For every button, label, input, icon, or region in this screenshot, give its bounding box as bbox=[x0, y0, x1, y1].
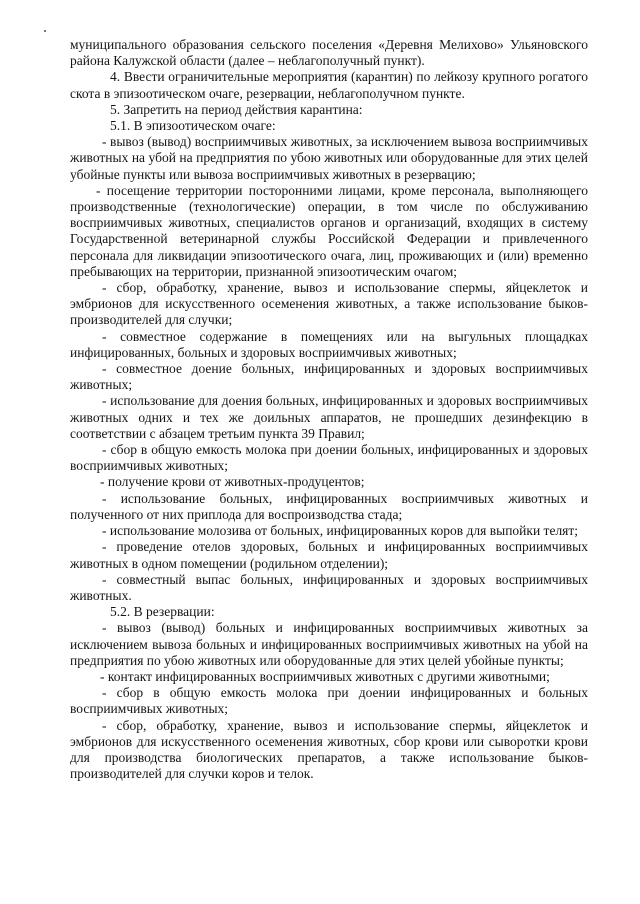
paragraph: - сбор в общую емкость молока при доении больных, инфицированных и здоровых восприимчивых животных; bbox=[70, 442, 588, 474]
paragraph: - совместный выпас больных, инфицированных и здоровых восприимчивых животных. bbox=[70, 571, 588, 603]
paragraph: - вывоз (вывод) восприимчивых животных, за исключением вывоза восприимчивых животных на убой на предприятия по убою животных или оборудованные для этих целей убойные пункты или вывоза восприимчивых животных в резервацию; bbox=[70, 134, 588, 182]
paragraph: - совместное доение больных, инфицированных и здоровых восприимчивых животных; bbox=[70, 361, 588, 393]
paragraph: - сбор, обработку, хранение, вывоз и использование спермы, яйцеклеток и эмбрионов для искусственного осеменения животных, сбор крови или сыворотки крови для производства биологических препаратов, а также использование быков-производителей для случки коров и телок. bbox=[70, 717, 588, 782]
paragraph: 5.2. В резервации: bbox=[110, 604, 215, 620]
paragraph: - проведение отелов здоровых, больных и инфицированных восприимчивых животных в одном помещении (родильном отделении); bbox=[70, 539, 588, 571]
scan-artifact-dot bbox=[44, 30, 46, 32]
paragraph: - вывоз (вывод) больных и инфицированных восприимчивых животных за исключением вывоза больных и инфицированных восприимчивых животных на убой на предприятия по убою животных или оборудованные для этих целей убойные пункты; bbox=[70, 620, 588, 668]
paragraph: - использование больных, инфицированных восприимчивых животных и полученного от них приплода для воспроизводства стада; bbox=[70, 490, 588, 522]
document-body bbox=[70, 37, 588, 782]
paragraph: - использование молозива от больных, инфицированных коров для выпойки телят; bbox=[102, 523, 579, 539]
paragraph: - посещение территории посторонними лицами, кроме персонала, выполняющего производственные (технологические) операции, в том числе по обслуживанию восприимчивых животных, специалистов органов и организаций, входящих в систему Государственной ветеринарной службы Российской Федерации и привлеченного персонала для ликвидации эпизоотического очага, лиц, проживающих и (или) временно пребывающих на территории, признанной эпизоотическим очагом; bbox=[70, 182, 588, 279]
paragraph: - получение крови от животных-продуцентов; bbox=[100, 474, 365, 490]
paragraph: 4. Ввести ограничительные мероприятия (карантин) по лейкозу крупного рогатого скота в эпизоотическом очаге, резервации, неблагополучном пункте. bbox=[70, 69, 588, 101]
paragraph: 5.1. В эпизоотическом очаге: bbox=[110, 118, 276, 134]
paragraph: - сбор, обработку, хранение, вывоз и использование спермы, яйцеклеток и эмбрионов для искусственного осеменения животных, а также использование быков-производителей для случки; bbox=[70, 280, 588, 328]
paragraph: - совместное содержание в помещениях или на выгульных площадках инфицированных, больных и здоровых восприимчивых животных; bbox=[70, 328, 588, 360]
paragraph: - контакт инфицированных восприимчивых животных с другими животными; bbox=[100, 668, 550, 684]
paragraph: - использование для доения больных, инфицированных и здоровых восприимчивых животных одних и тех же доильных аппаратов, не прошедших дезинфекцию в соответствии с абзацем третьим пункта 39 Правил; bbox=[70, 393, 588, 441]
paragraph: - сбор в общую емкость молока при доении инфицированных и больных восприимчивых животных; bbox=[70, 685, 588, 717]
paragraph: 5. Запретить на период действия карантина: bbox=[110, 101, 363, 117]
paragraph: муниципального образования сельского поселения «Деревня Мелихово» Ульяновского района Калужской области (далее – неблагополучный пункт). bbox=[70, 37, 588, 69]
